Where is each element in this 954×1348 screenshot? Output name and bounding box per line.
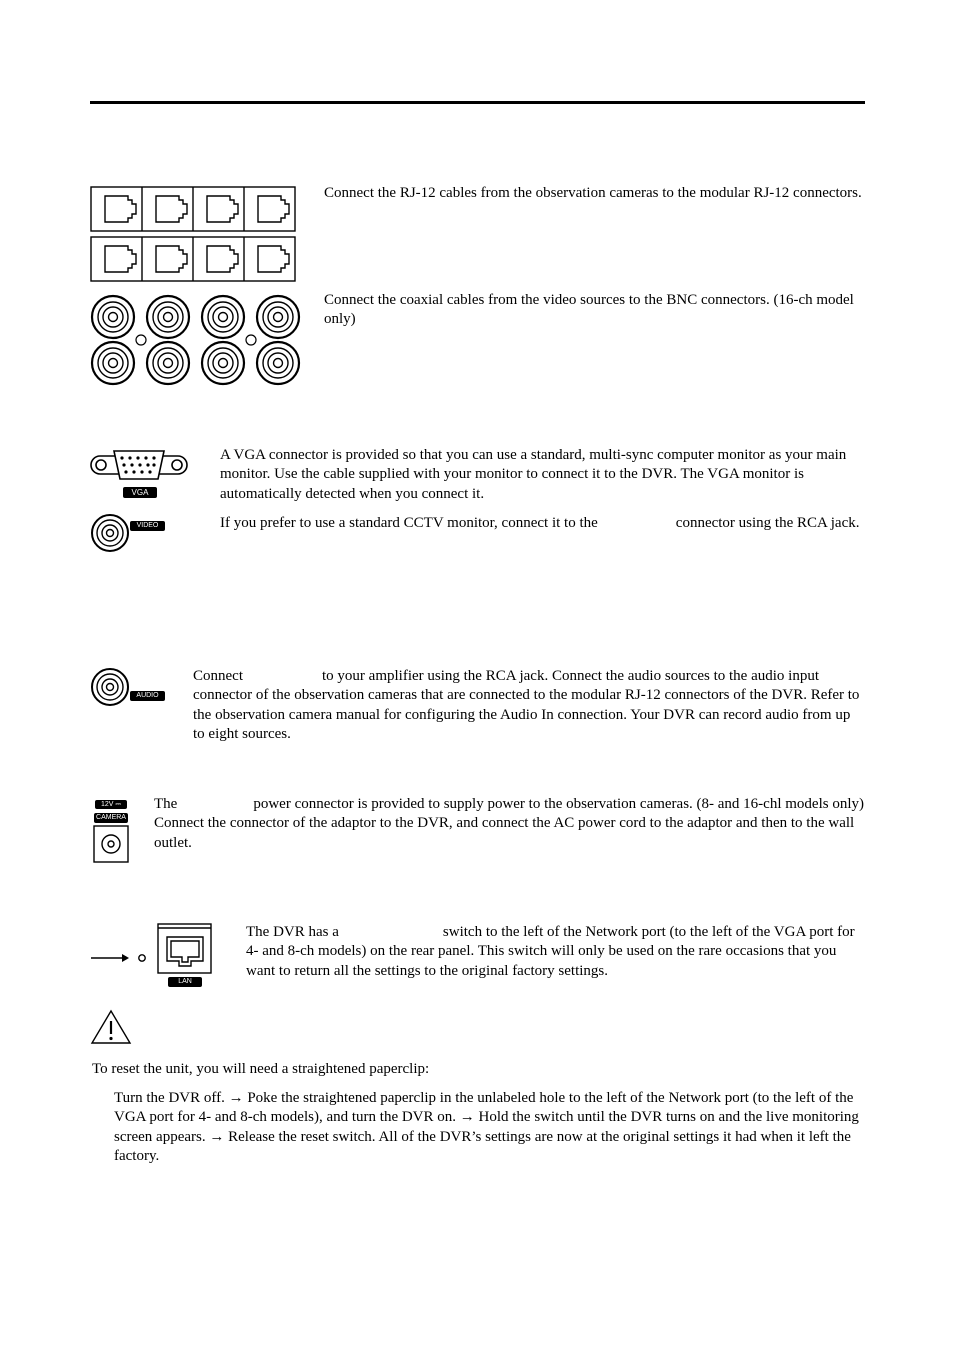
video-out-text-b: connector using the RCA jack. [675, 515, 860, 531]
rj12-instructions: Connect the RJ-12 cables from the observation cameras to the modular RJ-12 connectors. [324, 185, 862, 201]
bnc-connectors-figure [90, 293, 302, 387]
reset-text-b: switch to the left of the Network port (to the left of the VGA port for 4- and 8-ch models) on the rear panel. This switch will only be used on the rare occasions that you want to return all the settings to the original factory settings. [246, 924, 855, 979]
audio-instructions [193, 667, 864, 744]
audio-out-label: AUDIO OUT [130, 691, 165, 701]
reset-steps: Turn the DVR off. → Poke the straightened paperclip in the unlabeled hole to the left of the Network port (to the left of the VGA port for 4- and 8-ch models), and turn the DVR on. → Hold the switch until the DVR turns on and the live monitoring screen appears. → Release the reset switch. All of the DVR’s settings are now at the original settings it had when it left the factory. [114, 1090, 859, 1164]
reset-arrow-icon [90, 950, 150, 966]
camera-power-instructions [154, 795, 864, 853]
audio-text-a: Connect [193, 668, 243, 684]
reset-text-a: The DVR has a [246, 924, 339, 940]
reset-intro: To reset the unit, you will need a straightened paperclip: [92, 1061, 430, 1077]
video-out-text-a: If you prefer to use a standard CCTV monitor, connect it to the [220, 515, 598, 531]
camera-power-label: CAMERA [94, 813, 128, 823]
voltage-label: 12V ⎓ [95, 800, 127, 809]
power-text-b: power connector is provided to supply power to the observation cameras. (8- and 16-chl models only) Connect the connector of the adaptor to the DVR, and connect the AC power cord to the adaptor and then to the wall outlet. [154, 796, 864, 851]
audio-out-jack-icon [90, 667, 130, 707]
audio-text-b: to your amplifier using the RCA jack. Connect the audio sources to the audio input connector of the observation cameras that are connected to the modular RJ-12 connectors of the DVR. Refer to the observation camera manual for configuring the Audio In connection. Your DVR can record audio from up to eight sources. [193, 668, 860, 742]
dc-power-jack-icon [93, 825, 129, 863]
bnc-instructions: Connect the coaxial cables from the video sources to the BNC connectors. (16-ch model only) [324, 292, 854, 328]
vga-instructions: A VGA connector is provided so that you can use a standard, multi-sync computer monitor as your main monitor. Use the cable supplied with your monitor to connect it to the DVR. The VGA monitor is automatically detected when you connect it. [220, 447, 847, 502]
video-out-instructions [220, 514, 864, 533]
warning-icon [90, 1009, 132, 1045]
reset-switch-description [246, 923, 864, 981]
lan-port-icon [157, 923, 213, 977]
video-out-jack-icon [90, 513, 130, 553]
vga-label: VGA [123, 487, 157, 498]
rj12-connectors-figure [90, 186, 296, 282]
video-out-label: VIDEO OUT [130, 521, 165, 531]
header-rule [90, 101, 865, 104]
lan-label: LAN [168, 977, 202, 987]
power-text-a: The [154, 796, 178, 812]
